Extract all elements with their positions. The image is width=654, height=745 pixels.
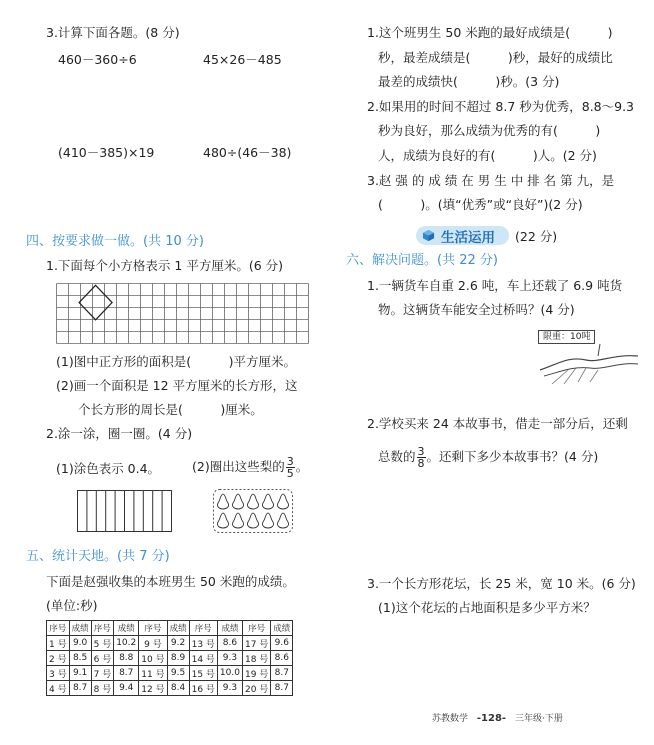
table-header-cell: 成绩 — [271, 621, 293, 636]
expression-1: 460－360÷6 — [58, 52, 137, 67]
table-cell: 16 号 — [189, 681, 217, 696]
r-q1c: 最差的成绩快( )秒。(3 分) — [378, 74, 560, 89]
p3b: (1)这个花坛的占地面积是多少平方米？ — [378, 600, 596, 615]
table-cell: 12 号 — [139, 681, 167, 696]
table-cell: 8.7 — [69, 681, 91, 696]
table-row — [47, 651, 293, 666]
life-application-badge — [416, 226, 557, 245]
table-cell: 9.6 — [271, 636, 293, 651]
table-row — [47, 636, 293, 651]
table-header-cell: 序号 — [47, 621, 70, 636]
table-header-cell: 成绩 — [167, 621, 189, 636]
pear-icon — [262, 513, 273, 528]
r-q1a: 1.这个班男生 50 米跑的最好成绩是( ) — [367, 25, 613, 40]
p3a: 3.一个长方形花坛，长 25 米，宽 10 米。(6 分) — [367, 576, 636, 591]
table-cell: 8.7 — [271, 681, 293, 696]
table-row — [47, 666, 293, 681]
sec4-q2-2: (2)圈出这些梨的 $\frac{3}{5}$ 。 — [192, 455, 309, 480]
table-cell: 11 号 — [139, 666, 167, 681]
table-cell: 18 号 — [242, 651, 270, 666]
table-cell: 9 号 — [139, 636, 167, 651]
sec4-q1-2a: (2)画一个面积是 12 平方厘米的长方形，这 — [56, 378, 298, 393]
p2b: 总数的 $\frac{3}{8}$ 。还剩下多少本故事书？(4 分) — [378, 445, 599, 470]
table-cell: 8.7 — [114, 666, 139, 681]
pear-icon — [277, 513, 288, 528]
square-grid-diagram — [56, 283, 311, 345]
pear-icon — [247, 513, 258, 528]
pears-box — [213, 489, 293, 533]
p1a: 1.一辆货车自重 2.6 吨，车上还载了 6.9 吨货 — [367, 278, 623, 293]
r-q3a: 3.赵 强 的 成 绩 在 男 生 中 排 名 第 九，是 — [367, 173, 615, 188]
section-6-heading: 六、解决问题。(共 22 分) — [346, 253, 498, 268]
table-cell: 13 号 — [189, 636, 217, 651]
q2-2-text: (2)圈出这些梨的 — [192, 459, 285, 474]
sec4-q1: 1.下面每个小方格表示 1 平方厘米。(6 分) — [46, 258, 284, 273]
table-cell: 8.6 — [271, 651, 293, 666]
table-cell: 2 号 — [47, 651, 70, 666]
table-cell: 9.2 — [167, 636, 189, 651]
table-row — [47, 681, 293, 696]
r-q3b: ( )。(填“优秀”或“良好”)(2 分) — [378, 197, 583, 212]
p1b: 物。这辆货车能安全过桥吗？(4 分) — [378, 302, 575, 317]
table-cell: 20 号 — [242, 681, 270, 696]
table-cell: 17 号 — [242, 636, 270, 651]
table-cell: 8.8 — [114, 651, 139, 666]
footer-book: 苏教数学 — [432, 714, 469, 724]
r-q1b: 秒，最差成绩是( )秒，最好的成绩比 — [378, 50, 613, 65]
pear-icon — [217, 494, 228, 509]
r-q2c: 人，成绩为良好的有( )人。(2 分) — [378, 148, 597, 163]
table-cell: 19 号 — [242, 666, 270, 681]
weight-limit-sign: 限重：10吨 — [538, 330, 595, 344]
table-header-cell: 序号 — [139, 621, 167, 636]
sec4-q1-2b: 个长方形的周长是( )厘米。 — [78, 402, 263, 417]
table-cell: 6 号 — [91, 651, 114, 666]
pear-icon — [247, 494, 258, 509]
table-header-cell: 序号 — [91, 621, 114, 636]
table-cell: 9.5 — [167, 666, 189, 681]
sec4-q2-1: (1)涂色表示 0.4。 — [56, 461, 161, 476]
footer-grade: 三年级·下册 — [514, 714, 563, 724]
table-cell: 3 号 — [47, 666, 70, 681]
table-cell: 7 号 — [91, 666, 114, 681]
table-header-cell: 成绩 — [69, 621, 91, 636]
table-cell: 9.3 — [217, 681, 242, 696]
running-scores-table — [46, 620, 293, 696]
pear-icon — [232, 494, 243, 509]
expression-3: (410－385)×19 — [58, 145, 155, 160]
sec5-unit: (单位:秒) — [46, 598, 98, 613]
pear-icon — [277, 494, 288, 509]
p2a: 2.学校买来 24 本故事书，借走一部分后，还剩 — [367, 416, 628, 431]
table-cell: 8.9 — [167, 651, 189, 666]
table-cell: 10.0 — [217, 666, 242, 681]
section-5-heading: 五、统计天地。(共 7 分) — [26, 549, 170, 564]
sec4-q2: 2.涂一涂，圈一圈。(4 分) — [46, 426, 193, 441]
square-shape — [79, 285, 112, 320]
q3-title: 3.计算下面各题。(8 分) — [46, 25, 180, 40]
badge-score: (22 分) — [515, 228, 558, 244]
table-header-cell: 序号 — [189, 621, 217, 636]
pear-icon — [262, 494, 273, 509]
table-cell: 8.6 — [217, 636, 242, 651]
fraction-three-eighths: $\frac{3}{8}$ — [417, 445, 425, 470]
table-cell: 8.7 — [271, 666, 293, 681]
sec5-intro: 下面是赵强收集的本班男生 50 米跑的成绩。 — [46, 574, 295, 589]
table-header-cell: 成绩 — [217, 621, 242, 636]
table-header-row — [47, 621, 293, 636]
table-header-cell: 序号 — [242, 621, 270, 636]
table-cell: 8.4 — [167, 681, 189, 696]
r-q2a: 2.如果用的时间不超过 8.7 秒为优秀，8.8～9.3 — [367, 99, 635, 114]
expression-4: 480÷(46－38) — [203, 145, 292, 160]
table-cell: 5 号 — [91, 636, 114, 651]
table-cell: 8.5 — [69, 651, 91, 666]
table-cell: 1 号 — [47, 636, 70, 651]
table-cell: 9.1 — [69, 666, 91, 681]
table-cell: 14 号 — [189, 651, 217, 666]
expression-2: 45×26－485 — [203, 52, 282, 67]
table-header-cell: 成绩 — [114, 621, 139, 636]
pear-icon — [217, 513, 228, 528]
cube-icon — [422, 229, 435, 242]
table-cell: 15 号 — [189, 666, 217, 681]
table-cell: 10.2 — [114, 636, 139, 651]
page-footer — [432, 711, 563, 724]
pear-icon — [232, 513, 243, 528]
table-cell: 4 号 — [47, 681, 70, 696]
table-cell: 10 号 — [139, 651, 167, 666]
table-cell: 9.4 — [114, 681, 139, 696]
ten-part-strip — [77, 490, 172, 532]
table-cell: 9.0 — [69, 636, 91, 651]
section-4-heading: 四、按要求做一做。(共 10 分) — [26, 234, 204, 249]
fraction-three-fifths: $\frac{3}{5}$ — [286, 455, 294, 480]
r-q2b: 秒为良好，那么成绩为优秀的有( ) — [378, 123, 601, 138]
badge-label: 生活运用 — [441, 229, 495, 246]
sec4-q1-1: (1)图中正方形的面积是( )平方厘米。 — [56, 354, 296, 369]
table-cell: 9.3 — [217, 651, 242, 666]
page-number: -128- — [476, 713, 507, 724]
table-cell: 8 号 — [91, 681, 114, 696]
